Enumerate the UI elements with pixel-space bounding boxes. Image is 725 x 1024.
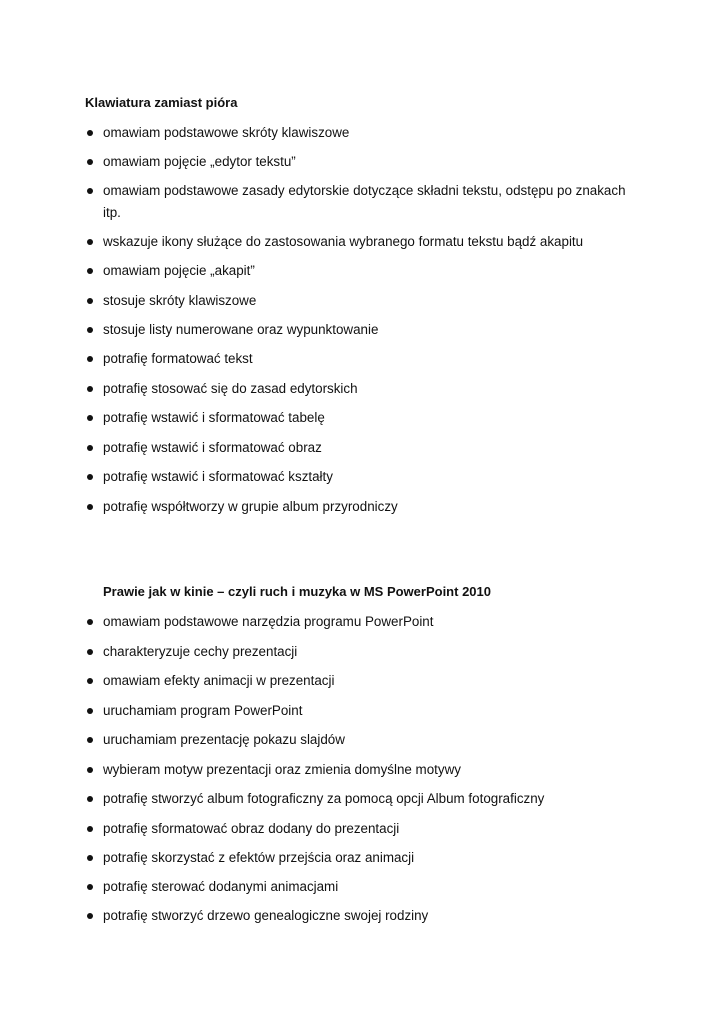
list-item: potrafię stworzyć drzewo genealogiczne swojej rodziny xyxy=(85,905,645,927)
bullet-icon xyxy=(87,130,93,136)
bullet-icon xyxy=(87,708,93,714)
bullet-icon xyxy=(87,268,93,274)
bullet-icon xyxy=(87,649,93,655)
bullet-icon xyxy=(87,855,93,861)
bullet-icon xyxy=(87,327,93,333)
bullet-icon xyxy=(87,386,93,392)
bullet-icon xyxy=(87,474,93,480)
list-item: wskazuje ikony służące do zastosowania wybranego formatu tekstu bądź akapitu xyxy=(85,231,645,253)
list-item: potrafię stosować się do zasad edytorskich xyxy=(85,378,645,400)
bullet-icon xyxy=(87,415,93,421)
list-item: omawiam podstawowe skróty klawiszowe xyxy=(85,122,645,144)
list-item: potrafię sterować dodanymi animacjami xyxy=(85,876,645,898)
bullet-icon xyxy=(87,796,93,802)
bullet-icon xyxy=(87,767,93,773)
section-heading: Prawie jak w kinie – czyli ruch i muzyka w MS PowerPoint 2010 xyxy=(103,584,491,599)
bullet-icon xyxy=(87,188,93,194)
list-item: potrafię wstawić i sformatować obraz xyxy=(85,437,645,459)
list-item: charakteryzuje cechy prezentacji xyxy=(85,641,645,663)
bullet-icon xyxy=(87,298,93,304)
list-item: potrafię wstawić i sformatować tabelę xyxy=(85,407,645,429)
list-item: omawiam pojęcie „akapit” xyxy=(85,260,645,282)
bullet-icon xyxy=(87,504,93,510)
list-item: potrafię sformatować obraz dodany do prezentacji xyxy=(85,818,645,840)
list-item: potrafię formatować tekst xyxy=(85,348,645,370)
bullet-icon xyxy=(87,884,93,890)
section-heading: Klawiatura zamiast pióra xyxy=(85,95,238,110)
list-item: omawiam pojęcie „edytor tekstu” xyxy=(85,151,645,173)
list-item: omawiam podstawowe zasady edytorskie dotyczące składni tekstu, odstępu po znakach itp. xyxy=(85,180,645,224)
list-item: omawiam podstawowe narzędzia programu PowerPoint xyxy=(85,611,645,633)
bullet-icon xyxy=(87,445,93,451)
list-item: potrafię skorzystać z efektów przejścia oraz animacji xyxy=(85,847,645,869)
bullet-icon xyxy=(87,239,93,245)
bullet-icon xyxy=(87,826,93,832)
list-item: stosuje skróty klawiszowe xyxy=(85,290,645,312)
bullet-icon xyxy=(87,913,93,919)
bullet-icon xyxy=(87,737,93,743)
bullet-icon xyxy=(87,619,93,625)
bullet-icon xyxy=(87,356,93,362)
list-item: wybieram motyw prezentacji oraz zmienia domyślne motywy xyxy=(85,759,645,781)
list-item: uruchamiam program PowerPoint xyxy=(85,700,645,722)
bullet-icon xyxy=(87,678,93,684)
list-item: stosuje listy numerowane oraz wypunktowanie xyxy=(85,319,645,341)
bullet-icon xyxy=(87,159,93,165)
list-item: potrafię współtworzy w grupie album przyrodniczy xyxy=(85,496,645,518)
list-item: omawiam efekty animacji w prezentacji xyxy=(85,670,645,692)
list-item: potrafię wstawić i sformatować kształty xyxy=(85,466,645,488)
list-item: uruchamiam prezentację pokazu slajdów xyxy=(85,729,645,751)
list-item: potrafię stworzyć album fotograficzny za pomocą opcji Album fotograficzny xyxy=(85,788,645,810)
